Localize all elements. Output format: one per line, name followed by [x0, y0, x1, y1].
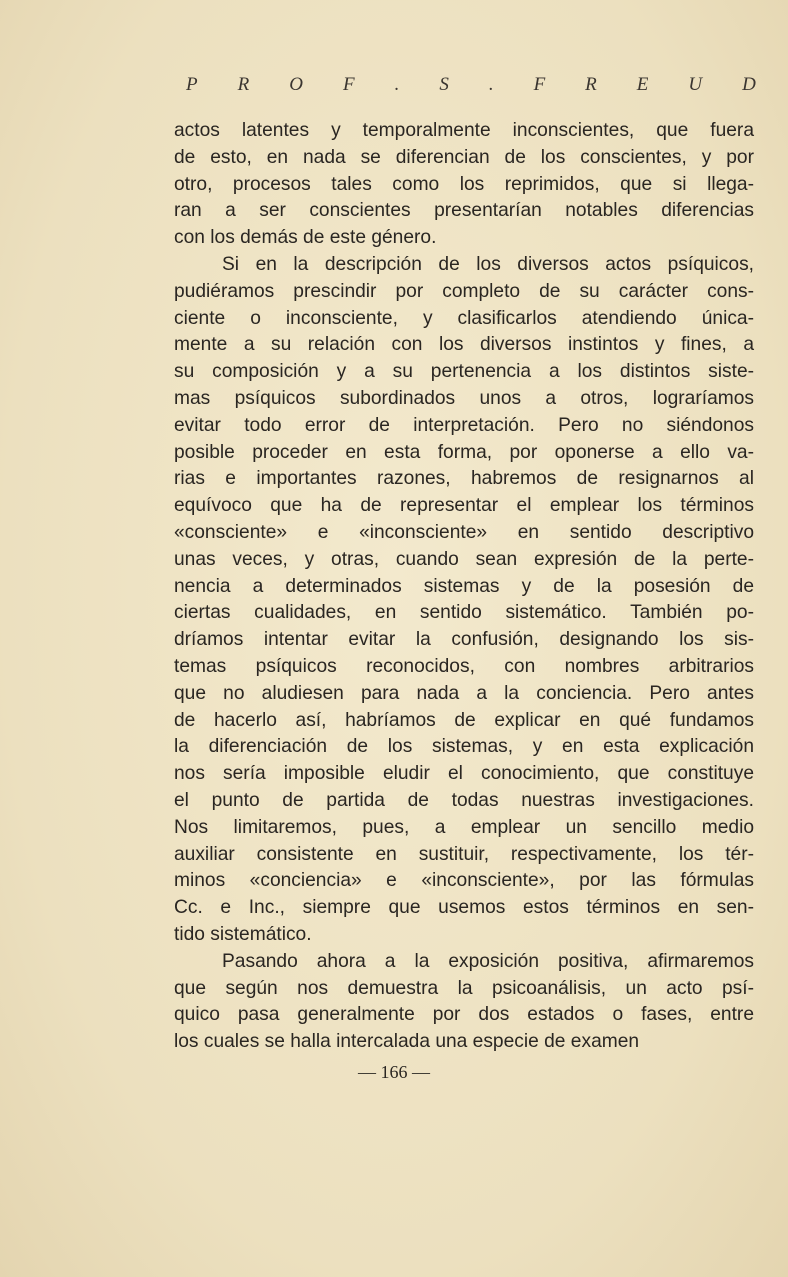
body-text [174, 118, 754, 1056]
text-line: nos sería imposible eludir el conocimiento, que constituye [174, 763, 754, 785]
header-letter: R [237, 74, 250, 95]
text-line: ran a ser conscientes presentarían notables diferencias [174, 200, 754, 222]
text-line: dríamos intentar evitar la confusión, designando los sis- [174, 629, 754, 651]
header-letter: U [688, 74, 703, 95]
header-letter: . [488, 74, 494, 95]
text-line: actos latentes y temporalmente inconscientes, que fuera [174, 120, 754, 141]
text-line: con los demás de este género. [174, 227, 437, 249]
text-line: posible proceder en esta forma, por oponerse a ello va- [174, 441, 754, 463]
text-line: rias e importantes razones, habremos de resignarnos al [174, 468, 754, 490]
text-line: que según nos demuestra la psicoanálisis, un acto psí- [174, 977, 754, 999]
text-line: Pasando ahora a la exposición positiva, afirmaremos [222, 950, 754, 972]
header-letter: F [342, 74, 355, 95]
text-line: «consciente» e «inconsciente» en sentido descriptivo [174, 521, 754, 543]
text-line: temas psíquicos reconocidos, con nombres arbitrarios [174, 655, 754, 677]
paragraph [174, 252, 754, 949]
paragraph [174, 118, 754, 252]
text-line: ciertas cualidades, en sentido sistemático. También po- [174, 602, 754, 624]
text-line: nencia a determinados sistemas y de la posesión de [174, 575, 754, 597]
header-letter: . [394, 74, 400, 95]
text-line: los cuales se halla intercalada una especie de examen [174, 1031, 640, 1053]
text-line: mas psíquicos subordinados unos a otros, lograríamos [174, 387, 754, 409]
text-line: la diferenciación de los sistemas, y en esta explicación [174, 736, 754, 758]
text-line: evitar todo error de interpretación. Pero no siéndonos [174, 414, 754, 436]
text-line: Si en la descripción de los diversos actos psíquicos, [222, 253, 754, 275]
text-line: auxiliar consistente en sustituir, respectivamente, los tér- [174, 843, 754, 865]
text-line: su composición y a su pertenencia a los distintos siste- [174, 361, 754, 383]
text-line: equívoco que ha de representar el emplear los términos [174, 495, 754, 517]
text-line: mente a su relación con los diversos instintos y fines, a [174, 334, 754, 356]
running-header [186, 74, 756, 96]
header-letter: F [533, 74, 546, 95]
text-line: de esto, en nada se diferencian de los conscientes, y por [174, 146, 754, 168]
header-letter: E [636, 74, 649, 95]
text-line: ciente o inconsciente, y clasificarlos atendiendo única- [174, 307, 754, 329]
text-line: de hacerlo así, habríamos de explicar en qué fundamos [174, 709, 754, 731]
text-line: que no aludiesen para nada a la conciencia. Pero antes [174, 682, 754, 704]
text-line: quico pasa generalmente por dos estados o fases, entre [174, 1004, 754, 1026]
header-letter: D [742, 74, 756, 95]
text-line: minos «conciencia» e «inconsciente», por las fórmulas [174, 870, 754, 892]
header-letter: S [439, 74, 449, 95]
paragraph [174, 949, 754, 1056]
text-line: Cc. e Inc., siempre que usemos estos términos en sen- [174, 897, 754, 919]
text-line: Nos limitaremos, pues, a emplear un sencillo medio [174, 816, 754, 838]
text-line: unas veces, y otras, cuando sean expresión de la perte- [174, 548, 754, 570]
page-number: — 166 — [358, 1062, 430, 1082]
text-line: otro, procesos tales como los reprimidos, que si llega- [174, 173, 754, 195]
text-line: pudiéramos prescindir por completo de su carácter cons- [174, 280, 754, 302]
text-line: tido sistemático. [174, 923, 312, 945]
header-letter: R [585, 74, 597, 95]
text-line: el punto de partida de todas nuestras investigaciones. [174, 789, 754, 811]
header-letter: P [186, 74, 198, 95]
header-letter: O [289, 74, 303, 95]
